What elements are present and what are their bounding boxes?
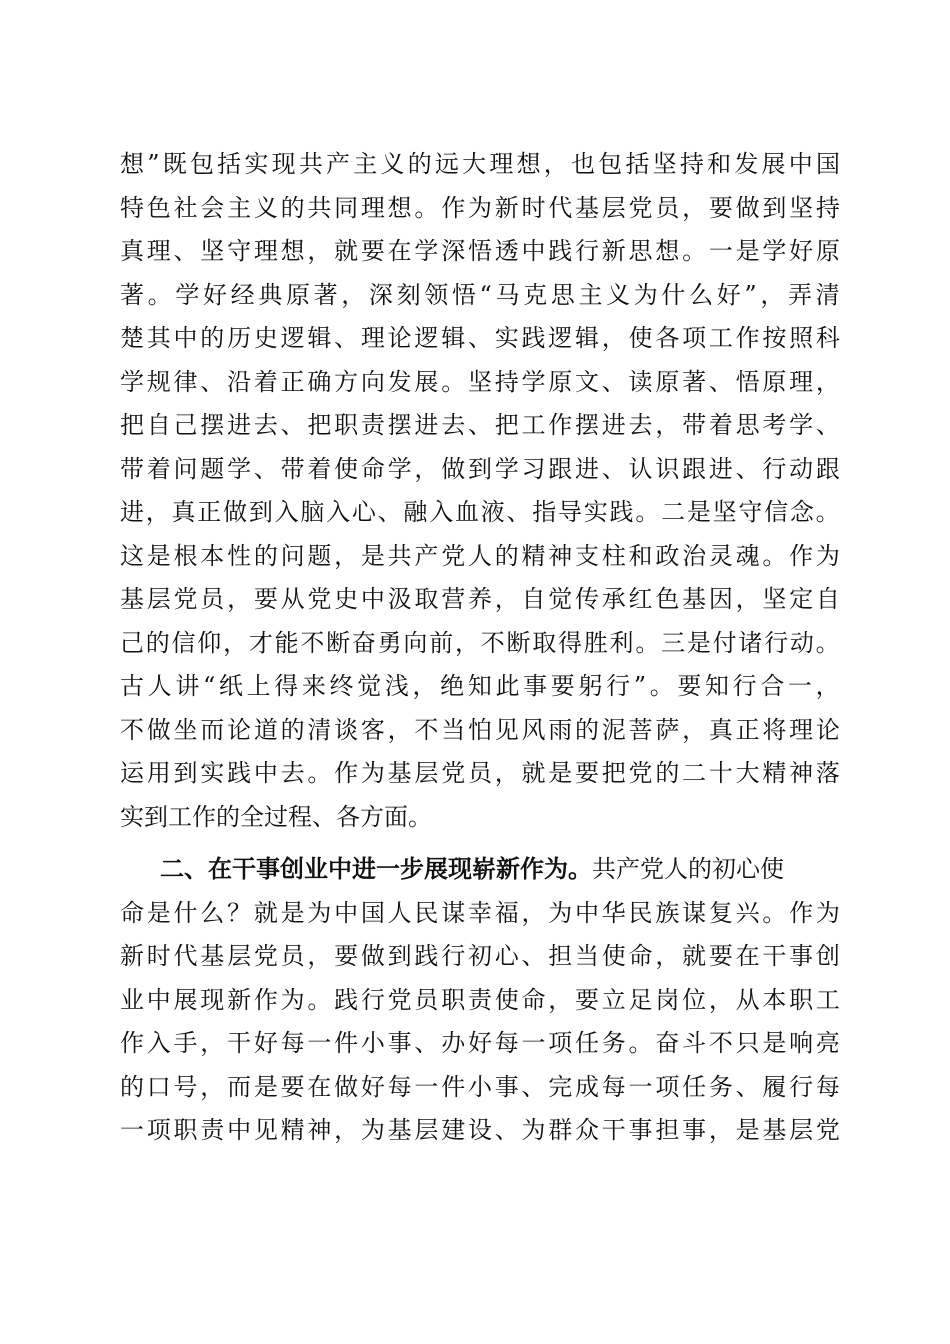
text-line: 楚 其 中 的 历 史 逻 辑 、 理 论 逻 辑 、 实 践 逻 辑 ， 使 各 项 工 作 按 照 科 xyxy=(120,324,840,352)
text-line: 特 色 社 会 主 义 的 共 同 理 想 。 作 为 新 时 代 基 层 党 员 ， 要 做 到 坚 持 xyxy=(120,193,840,222)
paragraph-gap xyxy=(120,839,840,848)
paragraph-1 xyxy=(120,143,840,839)
document-body xyxy=(120,143,840,1153)
text-line: 学 规 律 、 沿 着 正 确 方 向 发 展 。 坚 持 学 原 文 、 读 原 著 、 悟 原 理 ， xyxy=(120,367,840,396)
text-line: 著 。 学 好 经 典 原 著 ， 深 刻 领 悟 “ 马 克 思 主 义 为 什 么 好 ” ， 弄 清 xyxy=(120,280,840,309)
text-line: 业 中 展 现 新 作 为 。 践 行 党 员 职 责 使 命 ， 要 立 足 岗 位 ， 从 本 职 工 xyxy=(120,985,840,1014)
text-line: 新 时 代 基 层 党 员 ， 要 做 到 践 行 初 心 、 担 当 使 命 ， 就 要 在 干 事 创 xyxy=(120,942,840,970)
text-line: 命 是 什 么 ？ 就 是 为 中 国 人 民 谋 幸 福 ， 为 中 华 民 族 谋 复 兴 。 作 为 xyxy=(120,898,840,927)
heading-line xyxy=(120,848,840,892)
text-line: 把 自 己 摆 进 去 、 把 职 责 摆 进 去 、 把 工 作 摆 进 去 ， 带 着 思 考 学 、 xyxy=(120,411,840,439)
text-line: 想 ” 既 包 括 实 现 共 产 主 义 的 远 大 理 想 ， 也 包 括 坚 持 和 发 展 中 国 xyxy=(120,150,840,178)
text-line: 己 的 信 仰 ， 才 能 不 断 奋 勇 向 前 ， 不 断 取 得 胜 利 。 三 是 付 诸 行 动 。 xyxy=(120,628,840,657)
text-line: 真 理 、 坚 守 理 想 ， 就 要 在 学 深 悟 透 中 践 行 新 思 想 。 一 是 学 好 原 xyxy=(120,237,840,265)
section-heading: 二、在干事创业中进一步展现崭新作为。 xyxy=(160,855,592,883)
text-line: 作 入 手 ， 干 好 每 一 件 小 事 、 办 好 每 一 项 任 务 。 奋 斗 不 只 是 响 亮 xyxy=(120,1029,840,1057)
text-line: 不 做 坐 而 论 道 的 清 谈 客 ， 不 当 怕 见 风 雨 的 泥 菩 萨 ， 真 正 将 理 论 xyxy=(120,715,840,744)
text-line: 进 ， 真 正 做 到 入 脑 入 心 、 融 入 血 液 、 指 导 实 践 。 二 是 坚 守 信 念 。 xyxy=(120,498,840,526)
text-line: 一 项 职 责 中 见 精 神 ， 为 基 层 建 设 、 为 群 众 干 事 担 事 ， 是 基 层 党 xyxy=(120,1116,840,1144)
heading-line-rest: 共产党人的初心使 xyxy=(592,855,784,883)
text-line: 实到工作的全过程、各方面。 xyxy=(120,802,432,831)
text-line: 基 层 党 员 ， 要 从 党 史 中 汲 取 营 养 ， 自 觉 传 承 红 色 基 因 ， 坚 定 自 xyxy=(120,585,840,613)
text-line: 的 口 号 ， 而 是 要 在 做 好 每 一 件 小 事 、 完 成 每 一 项 任 务 、 履 行 每 xyxy=(120,1072,840,1101)
text-line: 运 用 到 实 践 中 去 。 作 为 基 层 党 员 ， 就 是 要 把 党 的 二 十 大 精 神 落 xyxy=(120,759,840,787)
text-line: 带 着 问 题 学 、 带 着 使 命 学 ， 做 到 学 习 跟 进 、 认 识 跟 进 、 行 动 跟 xyxy=(120,454,840,483)
paragraph-2 xyxy=(120,848,840,1153)
text-line: 这 是 根 本 性 的 问 题 ， 是 共 产 党 人 的 精 神 支 柱 和 政 治 灵 魂 。 作 为 xyxy=(120,541,840,570)
text-line: 古 人 讲 “ 纸 上 得 来 终 觉 浅 ， 绝 知 此 事 要 躬 行 ” 。 要 知 行 合 一 ， xyxy=(120,672,840,700)
